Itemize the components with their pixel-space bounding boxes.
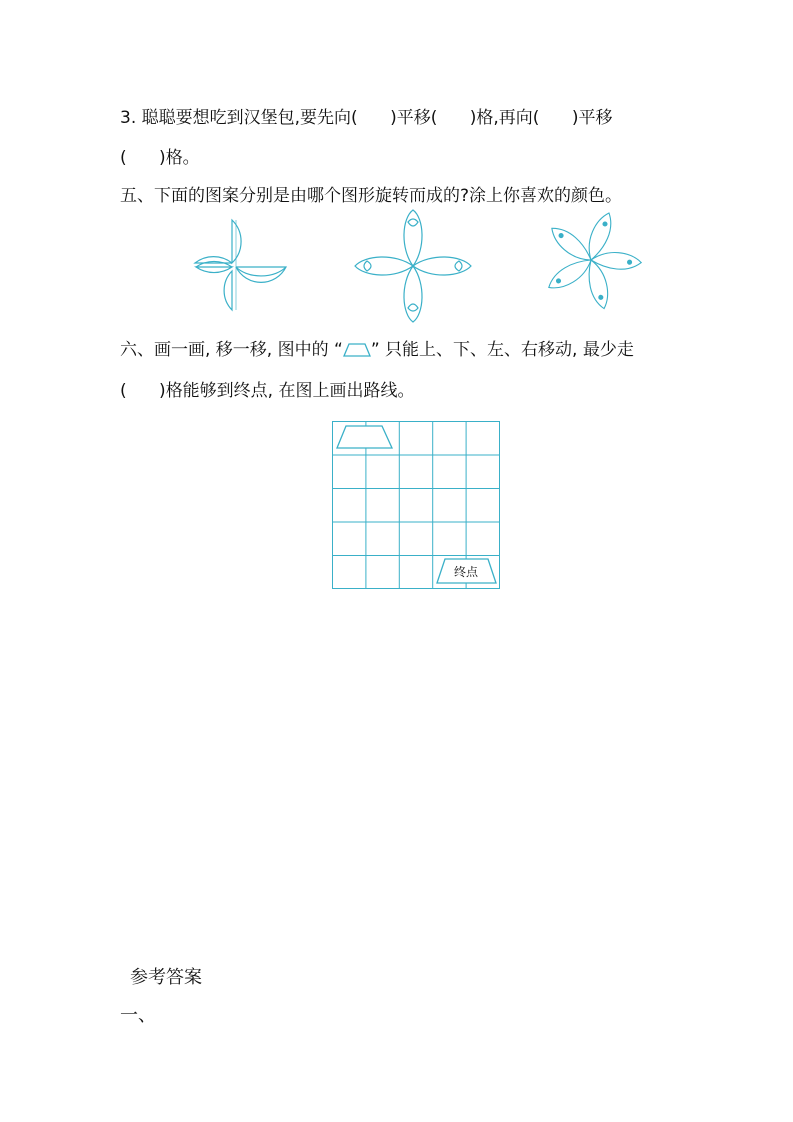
q3-line-2: ( )格。 (120, 148, 200, 168)
q3-line-1: 3. 聪聪要想吃到汉堡包,要先向( )平移( )格,再向( )平移 (120, 108, 613, 128)
goal-trapezoid (437, 559, 496, 583)
answers-title: 参考答案 (130, 967, 202, 988)
flower-figure (535, 210, 647, 310)
trapezoid-icon (343, 343, 371, 357)
movement-grid[interactable] (332, 421, 500, 590)
start-trapezoid[interactable] (337, 426, 392, 448)
q6-line-2: ( )格能够到终点, 在图上画出路线。 (120, 381, 415, 401)
q6-line-1: 六、画一画, 移一移, 图中的 “ ” 只能上、下、左、右移动, 最少走 (120, 340, 634, 360)
pinwheel-figure (190, 215, 294, 315)
answers-section-1: 一、 (120, 1005, 156, 1026)
goal-label: 终点 (453, 565, 479, 579)
four-leaf-figure (352, 208, 474, 324)
q5-title: 五、下面的图案分别是由哪个图形旋转而成的?涂上你喜欢的颜色。 (120, 186, 623, 206)
